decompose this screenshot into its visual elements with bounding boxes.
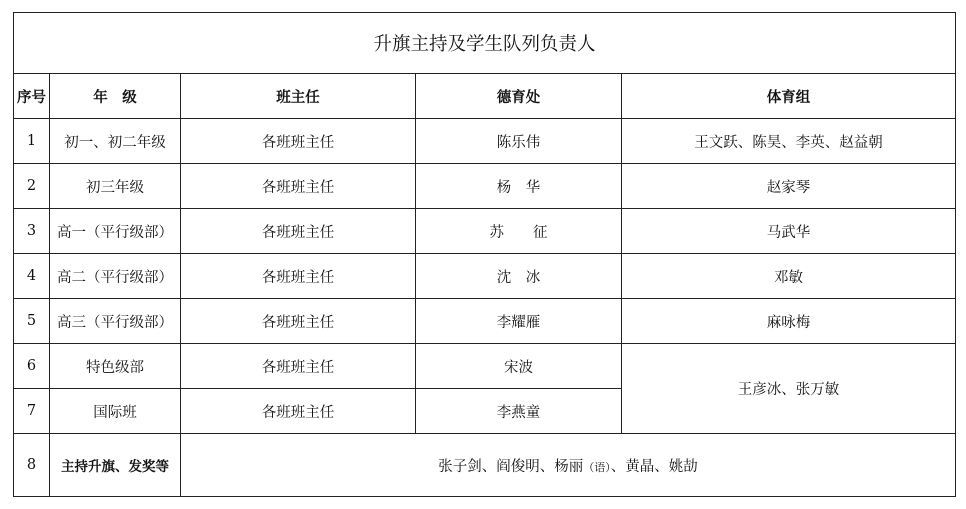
row-teacher: 各班班主任	[181, 119, 416, 164]
names-part-a: 张子剑、阎俊明、杨丽	[438, 458, 584, 475]
row-grade: 初三年级	[50, 164, 181, 209]
row-no: 2	[14, 164, 50, 209]
row-moral: 苏 征	[416, 209, 622, 254]
header-pe: 体育组	[622, 74, 956, 119]
table-row	[14, 344, 956, 389]
table-title: 升旗主持及学生队列负责人	[14, 13, 956, 74]
row-moral: 李耀雁	[416, 299, 622, 344]
row-teacher: 各班班主任	[181, 254, 416, 299]
names-part-b: 、黄晶、姚劼	[610, 458, 698, 475]
row-teacher: 各班班主任	[181, 299, 416, 344]
roster-table	[13, 12, 956, 497]
row-moral: 宋波	[416, 344, 622, 389]
row-pe: 马武华	[622, 209, 956, 254]
table-row	[14, 164, 956, 209]
row-grade: 初一、初二年级	[50, 119, 181, 164]
row-moral: 杨 华	[416, 164, 622, 209]
table-row	[14, 434, 956, 497]
row-no: 6	[14, 344, 50, 389]
row-moral: 沈 冰	[416, 254, 622, 299]
row-pe-merged: 王彦冰、张万敏	[622, 344, 956, 434]
table-row	[14, 254, 956, 299]
row-moral: 李燕童	[416, 389, 622, 434]
header-no: 序号	[14, 74, 50, 119]
row-no: 8	[14, 434, 50, 497]
header-grade: 年 级	[50, 74, 181, 119]
title-row	[14, 13, 956, 74]
row-no: 4	[14, 254, 50, 299]
row-grade: 高二（平行级部）	[50, 254, 181, 299]
header-teacher: 班主任	[181, 74, 416, 119]
header-moral: 德育处	[416, 74, 622, 119]
row-no: 5	[14, 299, 50, 344]
row-pe: 赵家琴	[622, 164, 956, 209]
row-names	[181, 434, 956, 497]
row-teacher: 各班班主任	[181, 389, 416, 434]
row-no: 3	[14, 209, 50, 254]
row-pe: 麻咏梅	[622, 299, 956, 344]
row-grade: 国际班	[50, 389, 181, 434]
row-grade: 高一（平行级部）	[50, 209, 181, 254]
row-no: 7	[14, 389, 50, 434]
row-teacher: 各班班主任	[181, 164, 416, 209]
table-row	[14, 209, 956, 254]
names-note: （语）	[583, 460, 611, 474]
row-moral: 陈乐伟	[416, 119, 622, 164]
row-no: 1	[14, 119, 50, 164]
header-row	[14, 74, 956, 119]
row-teacher: 各班班主任	[181, 344, 416, 389]
row-grade: 高三（平行级部）	[50, 299, 181, 344]
row-grade: 特色级部	[50, 344, 181, 389]
row-teacher: 各班班主任	[181, 209, 416, 254]
row-pe: 邓敏	[622, 254, 956, 299]
row-pe: 王文跃、陈昊、李英、赵益朝	[622, 119, 956, 164]
row-label: 主持升旗、发奖等	[50, 434, 181, 497]
table-row	[14, 119, 956, 164]
table-row	[14, 299, 956, 344]
